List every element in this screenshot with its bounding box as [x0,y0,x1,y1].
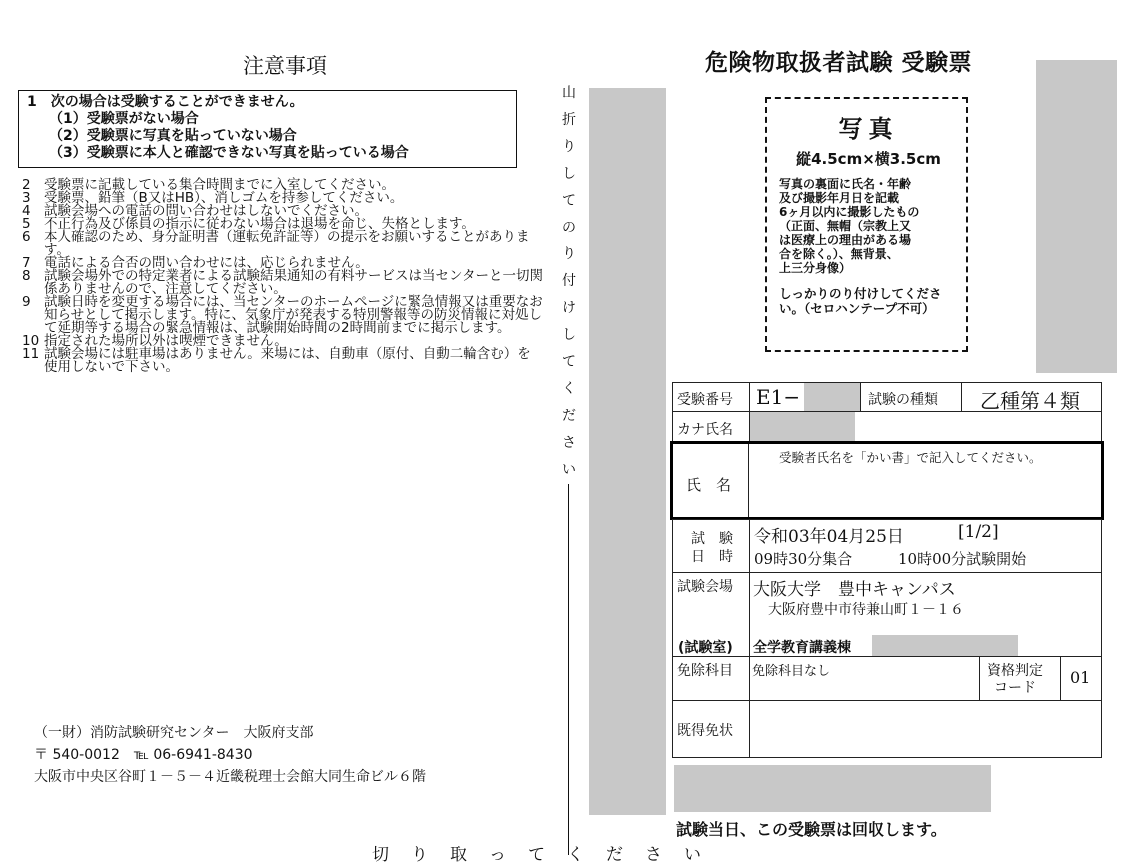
exempt-value-cell [749,656,980,701]
note-item: 7 電話による合否の問い合わせには、応じられません。 [22,255,369,271]
license-value-cell [749,700,1102,758]
venue-address: 大阪府豊中市待兼山町１－１６ [768,602,964,618]
redacted-kana-name [750,412,855,441]
note-item: 4 試験会場への電話の問い合わせはしないでください。 [22,203,368,219]
qual-code-cell [1060,656,1102,701]
note-item: 3 受験票、鉛筆（B又はHB）、消しゴムを持参してください。 [22,190,404,206]
photo-size: 縦4.5cm×横3.5cm [796,150,941,168]
org-address: 大阪市中央区谷町１－５－４近畿税理士会館大同生命ビル６階 [34,769,426,785]
redacted-strip [589,88,666,815]
ticket-title: 危険物取扱者試験 受験票 [705,50,973,76]
datetime-value-cell [749,519,1102,573]
redacted-block [1036,60,1117,373]
start-time: 10時00分試験開始 [898,550,1027,568]
cut-instruction: 切り取ってください [372,845,723,865]
venue-name: 大阪大学 豊中キャンパス [753,580,956,600]
org-contact: 〒 540-0012 ℡ 06-6941-8430 [34,747,253,763]
exam-number-label: 受験番号 [677,392,733,408]
redacted-block [674,765,991,812]
exam-type-label-cell [860,382,962,412]
note-item: 11 試験会場には駐車場はありません。来場には、自動車（原付、自動二輪含む）を使用しないで下さい。 [22,346,531,375]
exempt-label: 免除科目 [677,663,733,679]
exam-number-label-cell [672,382,750,412]
ineligible-head: 1 次の場合は受験することができません。 [27,94,304,110]
kana-value-cell [749,411,1102,442]
venue-value-cell [749,572,1102,657]
exempt-value: 免除科目なし [752,664,831,679]
ineligible-conditions-box [18,90,517,168]
qual-code-value: 01 [1070,668,1091,687]
datetime-label-2: 日 時 [691,549,733,565]
exam-type-cell [961,382,1102,412]
qual-code-label-2: コード [994,680,1036,696]
note-item: 10 指定された場所以外は喫煙できません。 [22,333,288,349]
exam-number-prefix: E1− [756,385,801,409]
photo-placeholder [765,97,968,352]
note-item: 5 不正行為及び係員の指示に従わない場合は退場を命じ、失格とします。 [22,216,475,232]
kana-label: カナ氏名 [677,422,733,438]
exam-date: 令和03年04月25日 [754,527,904,547]
exam-session: [1/2] [958,522,999,542]
venue-label: 試験会場 [677,579,733,595]
org-name: （一財）消防試験研究センター 大阪府支部 [34,725,314,741]
datetime-label-1: 試 験 [691,531,733,547]
license-label: 既得免状 [677,723,733,739]
license-label-cell [672,700,750,758]
ineligible-item: （2）受験票に写真を貼っていない場合 [49,128,297,144]
qual-code-label-1: 資格判定 [987,663,1043,679]
photo-glue-note: しっかりのり付けしてください。（セロハンテープ不可） [779,286,942,316]
room-name: 全学教育講義棟 [753,640,851,656]
exam-type-value: 乙種第４類 [980,389,1080,413]
photo-title: 写真 [838,115,899,143]
redacted-exam-number [804,383,860,411]
redacted-room [872,635,1018,656]
ineligible-item: （1）受験票がない場合 [49,111,199,127]
gather-time: 09時30分集合 [754,550,853,568]
exam-number-cell [749,382,861,412]
exam-type-label: 試験の種類 [868,392,938,408]
qual-code-label-cell [979,656,1061,701]
name-hint: 受験者氏名を「かい書」で記入してください。 [779,450,1042,465]
datetime-label-cell [672,519,750,573]
collection-notice: 試験当日、この受験票は回収します。 [676,820,947,839]
room-label: (試験室) [678,640,733,656]
name-field [670,441,1104,520]
note-item: 8 試験会場外での特定業者による試験結果通知の有料サービスは当センターと一切関係ありませんので、注意してください。 [22,268,543,297]
note-item: 9 試験日時を変更する場合には、当センターのホームページに緊急情報又は重要なお知らせとして掲示します。特に、気象庁が発表する特別警報等の防災情報に対処して延期等する場合の緊急情報は、試験開始時間の2時間前までに掲示します。 [22,294,543,336]
ineligible-item: （3）受験票に本人と確認できない写真を貼っている場合 [49,145,409,161]
note-item: 2 受験票に記載している集合時間までに入室してください。 [22,177,395,193]
photo-requirements: 写真の裏面に氏名・年齢 及び撮影年月日を記載 6ヶ月以内に撮影したもの （正面、無帽（宗教上又 は医療上の理由がある場 合を除く。）、無背景、 上三分身像） [779,177,920,275]
venue-label-cell [672,572,750,657]
exempt-label-cell [672,656,750,701]
name-label: 氏 名 [686,476,732,494]
notes-list [22,179,544,374]
notes-title: 注意事項 [243,54,327,78]
note-item: 6 本人確認のため、身分証明書（運転免許証等）の提示をお願いすることがあります。 [22,229,530,258]
organization-info [34,722,426,788]
fold-instruction: 山折りしてのり付けしてください [558,80,580,484]
kana-label-cell [672,411,750,442]
